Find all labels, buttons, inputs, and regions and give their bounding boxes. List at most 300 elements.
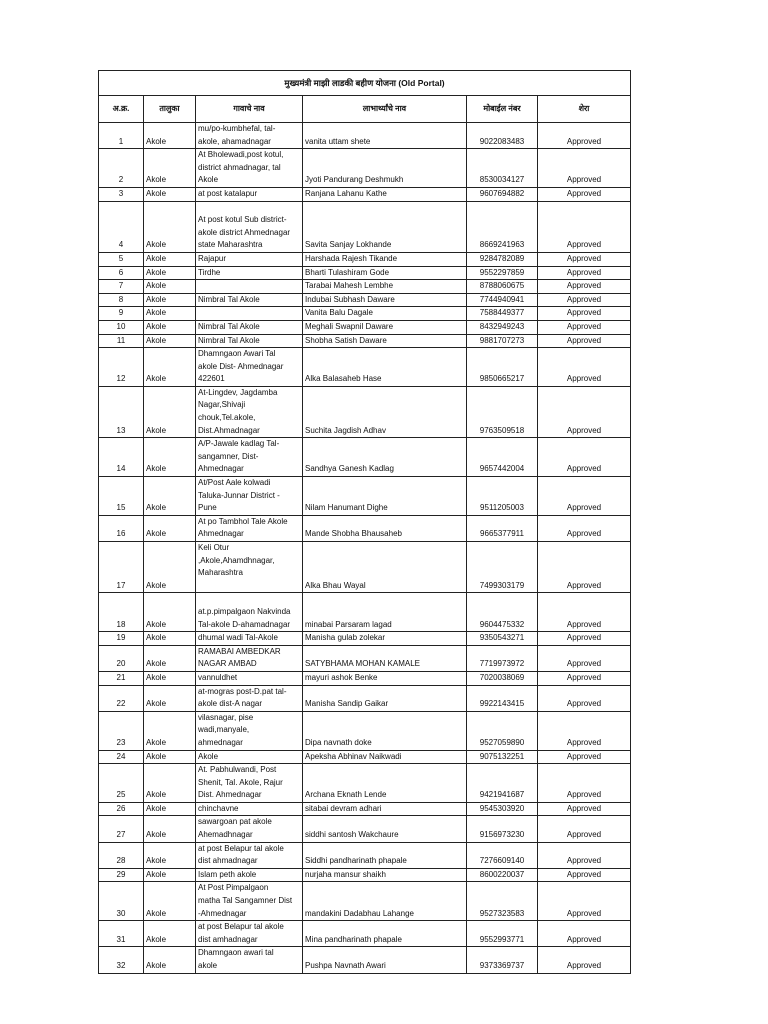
- mobile-cell: 9657442004: [467, 438, 538, 477]
- mobile-cell: 9552297859: [467, 266, 538, 280]
- village-cell: [196, 868, 303, 882]
- village-cell: [196, 280, 303, 294]
- mobile-cell: 7744940941: [467, 293, 538, 307]
- mobile-cell: 8530034127: [467, 149, 538, 188]
- beneficiary-name-cell: Tarabai Mahesh Lembhe: [303, 280, 467, 294]
- beneficiary-name-cell: Sandhya Ganesh Kadlag: [303, 438, 467, 477]
- village-line: RAMABAI AMBEDKAR: [198, 646, 281, 656]
- header-village: गावाचे नाव: [196, 96, 303, 123]
- village-line: [198, 307, 300, 320]
- serial-cell: 19: [99, 632, 144, 646]
- taluka-cell: Akole: [144, 685, 196, 711]
- village-line: vilasnagar, pise: [198, 712, 254, 722]
- village-cell: [196, 477, 303, 516]
- village-line: At Bholewadi,post kotul,: [198, 150, 284, 160]
- village-line: Dist.Ahmadnagar: [198, 425, 260, 435]
- serial-cell: 31: [99, 921, 144, 947]
- table-row: [99, 266, 631, 280]
- taluka-cell: Akole: [144, 320, 196, 334]
- status-cell: Approved: [538, 921, 631, 947]
- village-line: [198, 280, 300, 293]
- village-line: Taluka-Junnar District -: [198, 490, 280, 500]
- status-cell: Approved: [538, 764, 631, 803]
- village-cell: [196, 645, 303, 671]
- table-row: [99, 764, 631, 803]
- village-line: Shenit, Tal. Akole, Rajur: [198, 777, 283, 787]
- village-line: -Ahmednagar: [198, 908, 247, 918]
- mobile-cell: 9881707273: [467, 334, 538, 348]
- serial-cell: 27: [99, 816, 144, 842]
- village-line: akole Dist- Ahmednagar: [198, 361, 284, 371]
- header-serial: अ.क्र.: [99, 96, 144, 123]
- beneficiary-name-cell: Siddhi pandharinath phapale: [303, 842, 467, 868]
- village-line: district ahmadnagar, tal: [198, 162, 281, 172]
- mobile-cell: 8788060675: [467, 280, 538, 294]
- serial-cell: 16: [99, 515, 144, 541]
- serial-cell: 14: [99, 438, 144, 477]
- village-line: akole district Ahmednagar: [198, 227, 291, 237]
- serial-cell: 13: [99, 386, 144, 437]
- taluka-cell: Akole: [144, 307, 196, 321]
- status-cell: Approved: [538, 201, 631, 252]
- serial-cell: 32: [99, 947, 144, 973]
- beneficiary-sheet: [98, 70, 630, 974]
- header-mobile: मोबाईल नंबर: [467, 96, 538, 123]
- village-line: sangamner, Dist-: [198, 451, 259, 461]
- table-row: [99, 632, 631, 646]
- village-cell: [196, 947, 303, 973]
- taluka-cell: Akole: [144, 123, 196, 149]
- mobile-cell: 9763509518: [467, 386, 538, 437]
- status-cell: Approved: [538, 334, 631, 348]
- village-cell: [196, 802, 303, 816]
- beneficiary-name-cell: Jyoti Pandurang Deshmukh: [303, 149, 467, 188]
- serial-cell: 21: [99, 671, 144, 685]
- serial-cell: 3: [99, 187, 144, 201]
- status-cell: Approved: [538, 671, 631, 685]
- serial-cell: 9: [99, 307, 144, 321]
- status-cell: Approved: [538, 187, 631, 201]
- village-line: Nimbral Tal Akole: [198, 335, 260, 345]
- village-line: at post katalapur: [198, 188, 258, 198]
- village-line: wadi,manyale,: [198, 725, 250, 735]
- taluka-cell: Akole: [144, 802, 196, 816]
- taluka-cell: Akole: [144, 386, 196, 437]
- mobile-cell: 8669241963: [467, 201, 538, 252]
- beneficiary-name-cell: siddhi santosh Wakchaure: [303, 816, 467, 842]
- status-cell: Approved: [538, 307, 631, 321]
- village-cell: [196, 348, 303, 387]
- mobile-cell: 9665377911: [467, 515, 538, 541]
- serial-cell: 26: [99, 802, 144, 816]
- beneficiary-name-cell: Suchita Jagdish Adhav: [303, 386, 467, 437]
- taluka-cell: Akole: [144, 711, 196, 750]
- taluka-cell: Akole: [144, 882, 196, 921]
- village-cell: [196, 542, 303, 593]
- village-line: chinchavne: [198, 803, 239, 813]
- mobile-cell: 9075132251: [467, 750, 538, 764]
- village-line: At po Tambhol Tale Akole: [198, 516, 288, 526]
- table-row: [99, 348, 631, 387]
- taluka-cell: Akole: [144, 149, 196, 188]
- village-line: At post kotul Sub district-: [198, 215, 287, 225]
- beneficiary-name-cell: Manisha Sandip Gaikar: [303, 685, 467, 711]
- village-line: akole: [198, 961, 218, 970]
- beneficiary-name-cell: Alka Balasaheb Hase: [303, 348, 467, 387]
- beneficiary-name-cell: mayuri ashok Benke: [303, 671, 467, 685]
- village-line: At/Post Aale kolwadi: [198, 478, 271, 488]
- village-line: ahmednagar: [198, 737, 243, 747]
- beneficiary-name-cell: sitabai devram adhari: [303, 802, 467, 816]
- status-cell: Approved: [538, 348, 631, 387]
- beneficiary-name-cell: nurjaha mansur shaikh: [303, 868, 467, 882]
- village-line: sawargoan pat akole: [198, 817, 272, 827]
- village-line: matha Tal Sangamner Dist: [198, 896, 293, 906]
- village-line: At-Lingdev, Jagdamba: [198, 387, 278, 397]
- beneficiary-name-cell: Manisha gulab zolekar: [303, 632, 467, 646]
- mobile-cell: 9922143415: [467, 685, 538, 711]
- mobile-cell: 7588449377: [467, 307, 538, 321]
- village-cell: [196, 307, 303, 321]
- sheet-title: मुख्यमंत्री माझी लाडकी बहीण योजना (Old Portal): [99, 71, 631, 96]
- table-row: [99, 593, 631, 632]
- village-line: Maharashtra: [198, 568, 243, 578]
- beneficiary-name-cell: Shobha Satish Daware: [303, 334, 467, 348]
- village-line: At Post Pimpalgaon: [198, 883, 269, 893]
- village-cell: [196, 252, 303, 266]
- serial-cell: 12: [99, 348, 144, 387]
- village-cell: [196, 632, 303, 646]
- village-line: [198, 593, 300, 606]
- beneficiary-name-cell: Nilam Hanumant Dighe: [303, 477, 467, 516]
- table-row: [99, 802, 631, 816]
- table-row: [99, 515, 631, 541]
- mobile-cell: 9552993771: [467, 921, 538, 947]
- village-line: state Maharashtra: [198, 240, 263, 250]
- village-line: dhumal wadi Tal-Akole: [198, 633, 278, 643]
- mobile-cell: 9156973230: [467, 816, 538, 842]
- mobile-cell: 8600220037: [467, 868, 538, 882]
- taluka-cell: Akole: [144, 921, 196, 947]
- table-row: [99, 293, 631, 307]
- taluka-cell: Akole: [144, 632, 196, 646]
- village-cell: [196, 515, 303, 541]
- village-line: akole, ahamadnagar: [198, 136, 271, 146]
- beneficiary-name-cell: Dipa navnath doke: [303, 711, 467, 750]
- village-cell: [196, 201, 303, 252]
- taluka-cell: Akole: [144, 593, 196, 632]
- taluka-cell: Akole: [144, 947, 196, 973]
- village-line: Keli Otur: [198, 543, 230, 552]
- beneficiary-name-cell: Mina pandharinath phapale: [303, 921, 467, 947]
- taluka-cell: Akole: [144, 438, 196, 477]
- mobile-cell: 9545303920: [467, 802, 538, 816]
- table-row: [99, 307, 631, 321]
- taluka-cell: Akole: [144, 542, 196, 593]
- serial-cell: 20: [99, 645, 144, 671]
- beneficiary-name-cell: Archana Eknath Lende: [303, 764, 467, 803]
- taluka-cell: Akole: [144, 750, 196, 764]
- table-row: [99, 334, 631, 348]
- serial-cell: 15: [99, 477, 144, 516]
- table-row: [99, 477, 631, 516]
- village-line: chouk,Tel.akole,: [198, 413, 256, 423]
- taluka-cell: Akole: [144, 334, 196, 348]
- header-taluka: तालुका: [144, 96, 196, 123]
- table-row: [99, 750, 631, 764]
- serial-cell: 25: [99, 764, 144, 803]
- taluka-cell: Akole: [144, 252, 196, 266]
- village-line: at post Belapur tal akole: [198, 843, 284, 853]
- status-cell: Approved: [538, 645, 631, 671]
- beneficiary-name-cell: Apeksha Abhinav Naikwadi: [303, 750, 467, 764]
- table-row: [99, 645, 631, 671]
- village-line: Dhamngaon awari tal: [198, 948, 274, 958]
- table-row: [99, 921, 631, 947]
- village-line: [198, 580, 300, 593]
- status-cell: Approved: [538, 842, 631, 868]
- beneficiary-name-cell: Meghali Swapnil Daware: [303, 320, 467, 334]
- taluka-cell: Akole: [144, 764, 196, 803]
- village-line: NAGAR AMBAD: [198, 659, 257, 669]
- table-row: [99, 542, 631, 593]
- serial-cell: 7: [99, 280, 144, 294]
- village-cell: [196, 842, 303, 868]
- taluka-cell: Akole: [144, 280, 196, 294]
- taluka-cell: Akole: [144, 671, 196, 685]
- village-cell: [196, 149, 303, 188]
- village-line: ,Akole,Ahamdhnagar,: [198, 555, 275, 565]
- beneficiary-name-cell: Indubai Subhash Daware: [303, 293, 467, 307]
- status-cell: Approved: [538, 266, 631, 280]
- serial-cell: 2: [99, 149, 144, 188]
- village-cell: [196, 266, 303, 280]
- table-row: [99, 123, 631, 149]
- table-row: [99, 201, 631, 252]
- serial-cell: 6: [99, 266, 144, 280]
- status-cell: Approved: [538, 123, 631, 149]
- village-line: [198, 202, 300, 215]
- beneficiary-name-cell: vanita uttam shete: [303, 123, 467, 149]
- status-cell: Approved: [538, 542, 631, 593]
- status-cell: Approved: [538, 882, 631, 921]
- village-line: At. Pabhulwandi, Post: [198, 765, 277, 775]
- beneficiary-name-cell: Bharti Tulashiram Gode: [303, 266, 467, 280]
- status-cell: Approved: [538, 320, 631, 334]
- taluka-cell: Akole: [144, 515, 196, 541]
- status-cell: Approved: [538, 280, 631, 294]
- village-cell: [196, 438, 303, 477]
- taluka-cell: Akole: [144, 868, 196, 882]
- village-line: at-mogras post-D.pat tal-: [198, 686, 287, 696]
- mobile-cell: 8432949243: [467, 320, 538, 334]
- village-cell: [196, 750, 303, 764]
- table-row: [99, 438, 631, 477]
- title-row: [99, 71, 631, 96]
- taluka-cell: Akole: [144, 842, 196, 868]
- serial-cell: 29: [99, 868, 144, 882]
- status-cell: Approved: [538, 816, 631, 842]
- mobile-cell: 9022083483: [467, 123, 538, 149]
- village-cell: [196, 320, 303, 334]
- village-line: Tirdhe: [198, 267, 221, 277]
- village-cell: [196, 593, 303, 632]
- status-cell: Approved: [538, 477, 631, 516]
- header-remark: शेरा: [538, 96, 631, 123]
- taluka-cell: Akole: [144, 645, 196, 671]
- beneficiary-name-cell: Savita Sanjay Lokhande: [303, 201, 467, 252]
- village-line: Nimbral Tal Akole: [198, 321, 260, 331]
- beneficiary-name-cell: Ranjana Lahanu Kathe: [303, 187, 467, 201]
- village-cell: [196, 386, 303, 437]
- beneficiary-name-cell: Mande Shobha Bhausaheb: [303, 515, 467, 541]
- taluka-cell: Akole: [144, 201, 196, 252]
- table-row: [99, 252, 631, 266]
- status-cell: Approved: [538, 149, 631, 188]
- serial-cell: 5: [99, 252, 144, 266]
- table-row: [99, 671, 631, 685]
- mobile-cell: 9350543271: [467, 632, 538, 646]
- village-line: mu/po-kumbhefal, tal-: [198, 124, 276, 133]
- serial-cell: 30: [99, 882, 144, 921]
- status-cell: Approved: [538, 293, 631, 307]
- table-row: [99, 947, 631, 973]
- serial-cell: 8: [99, 293, 144, 307]
- village-cell: [196, 764, 303, 803]
- header-row: [99, 96, 631, 123]
- serial-cell: 1: [99, 123, 144, 149]
- status-cell: Approved: [538, 947, 631, 973]
- village-line: Dist. Ahmednagar: [198, 790, 262, 800]
- status-cell: Approved: [538, 252, 631, 266]
- taluka-cell: Akole: [144, 477, 196, 516]
- beneficiary-name-cell: mandakini Dadabhau Lahange: [303, 882, 467, 921]
- mobile-cell: 9421941687: [467, 764, 538, 803]
- table-row: [99, 320, 631, 334]
- mobile-cell: 7499303179: [467, 542, 538, 593]
- mobile-cell: 7276609140: [467, 842, 538, 868]
- serial-cell: 24: [99, 750, 144, 764]
- status-cell: Approved: [538, 685, 631, 711]
- beneficiary-table: [98, 70, 631, 974]
- mobile-cell: 7719973972: [467, 645, 538, 671]
- serial-cell: 17: [99, 542, 144, 593]
- village-cell: [196, 123, 303, 149]
- village-cell: [196, 685, 303, 711]
- taluka-cell: Akole: [144, 348, 196, 387]
- village-line: at.p.pimpalgaon Nakvinda: [198, 606, 291, 616]
- status-cell: Approved: [538, 868, 631, 882]
- table-row: [99, 868, 631, 882]
- table-row: [99, 816, 631, 842]
- serial-cell: 11: [99, 334, 144, 348]
- serial-cell: 18: [99, 593, 144, 632]
- status-cell: Approved: [538, 802, 631, 816]
- village-line: vannuldhet: [198, 672, 238, 682]
- village-line: Tal-akole D-ahamadnagar: [198, 619, 291, 629]
- village-line: dist amhadnagar: [198, 934, 258, 944]
- mobile-cell: 9604475332: [467, 593, 538, 632]
- village-line: akole dist-A nagar: [198, 699, 263, 709]
- village-cell: [196, 187, 303, 201]
- village-line: Rajapur: [198, 253, 227, 263]
- table-row: [99, 685, 631, 711]
- table-row: [99, 386, 631, 437]
- beneficiary-name-cell: minabai Parsaram lagad: [303, 593, 467, 632]
- table-row: [99, 711, 631, 750]
- table-row: [99, 280, 631, 294]
- village-line: Islam peth akole: [198, 869, 257, 879]
- taluka-cell: Akole: [144, 187, 196, 201]
- header-beneficiary: लाभार्थ्यांचे नाव: [303, 96, 467, 123]
- mobile-cell: 9607694882: [467, 187, 538, 201]
- serial-cell: 10: [99, 320, 144, 334]
- village-cell: [196, 921, 303, 947]
- village-cell: [196, 293, 303, 307]
- taluka-cell: Akole: [144, 266, 196, 280]
- mobile-cell: 9527059890: [467, 711, 538, 750]
- status-cell: Approved: [538, 750, 631, 764]
- village-cell: [196, 671, 303, 685]
- village-cell: [196, 882, 303, 921]
- mobile-cell: 9373369737: [467, 947, 538, 973]
- village-line: Ahmednagar: [198, 529, 244, 539]
- table-row: [99, 882, 631, 921]
- village-line: A/P-Jawale kadlag Tal-: [198, 439, 280, 449]
- village-line: Nimbral Tal Akole: [198, 294, 260, 304]
- status-cell: Approved: [538, 386, 631, 437]
- taluka-cell: Akole: [144, 293, 196, 307]
- table-row: [99, 842, 631, 868]
- table-row: [99, 187, 631, 201]
- status-cell: Approved: [538, 593, 631, 632]
- beneficiary-name-cell: Pushpa Navnath Awari: [303, 947, 467, 973]
- taluka-cell: Akole: [144, 816, 196, 842]
- village-cell: [196, 711, 303, 750]
- village-line: Dhamngaon Awari Tal: [198, 349, 276, 359]
- village-cell: [196, 334, 303, 348]
- serial-cell: 23: [99, 711, 144, 750]
- beneficiary-name-cell: Harshada Rajesh Tikande: [303, 252, 467, 266]
- village-line: Ahemadhnagar: [198, 830, 253, 840]
- status-cell: Approved: [538, 711, 631, 750]
- status-cell: Approved: [538, 515, 631, 541]
- mobile-cell: 9850665217: [467, 348, 538, 387]
- serial-cell: 28: [99, 842, 144, 868]
- mobile-cell: 9511205003: [467, 477, 538, 516]
- beneficiary-name-cell: SATYBHAMA MOHAN KAMALE: [303, 645, 467, 671]
- beneficiary-name-cell: Vanita Balu Dagale: [303, 307, 467, 321]
- status-cell: Approved: [538, 632, 631, 646]
- serial-cell: 22: [99, 685, 144, 711]
- serial-cell: 4: [99, 201, 144, 252]
- village-line: 422601: [198, 374, 225, 384]
- status-cell: Approved: [538, 438, 631, 477]
- table-row: [99, 149, 631, 188]
- village-line: dist ahmadnagar: [198, 856, 258, 866]
- mobile-cell: 9527323583: [467, 882, 538, 921]
- beneficiary-name-cell: Alka Bhau Wayal: [303, 542, 467, 593]
- village-cell: [196, 816, 303, 842]
- village-line: Nagar,Shivaji: [198, 400, 246, 410]
- village-line: Ahmednagar: [198, 464, 244, 474]
- village-line: Pune: [198, 503, 217, 513]
- mobile-cell: 7020038069: [467, 671, 538, 685]
- mobile-cell: 9284782089: [467, 252, 538, 266]
- village-line: Akole: [198, 175, 219, 185]
- village-line: at post Belapur tal akole: [198, 922, 284, 932]
- village-line: Akole: [198, 751, 219, 761]
